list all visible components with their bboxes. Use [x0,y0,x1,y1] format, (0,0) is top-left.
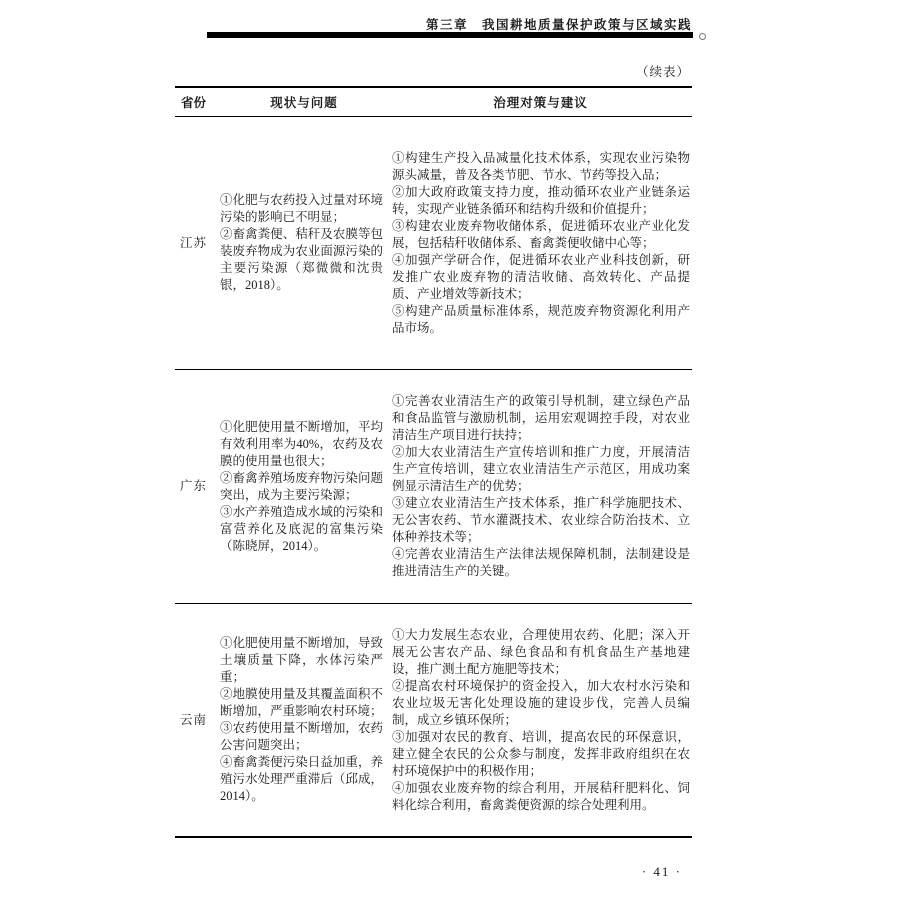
suggestion-item: ①完善农业清洁生产的政策引导机制，建立绿色产品和食品监管与激励机制，运用宏观调控手段，对农业清洁生产项目进行扶持； [392,394,690,442]
status-item: ④畜禽粪便污染日益加重，养殖污水处理严重滞后（邱成，2014）。 [220,755,383,803]
suggestion-item: ④完善农业清洁生产法律法规保障机制，法制建设是推进清洁生产的关键。 [392,547,690,578]
col-header-suggestions: 治理对策与建议 [493,96,588,110]
status-item: ③水产养殖造成水域的污染和富营养化及底泥的富集污染（陈晓屏，2014）。 [220,504,383,553]
suggestion-item: ④加强农业废弃物的综合利用，开展秸秆肥料化、饲料化综合利用，畜禽粪便资源的综合处理利用。 [392,780,690,812]
status-item: ③农药使用量不断增加，农药公害问题突出； [220,721,383,752]
continued-table-label: （续表） [635,65,690,79]
suggestion-item: ②加大政府政策支持力度，推动循环农业产业链条运转，实现产业链条循环和结构升级和价值提升； [392,184,690,216]
province-label: 广东 [180,479,208,493]
col-header-province: 省份 [181,96,207,110]
status-item: ①化肥使用量不断增加，平均有效利用率为40%，农药及农膜的使用量也很大； [220,419,383,468]
suggestion-item: ③加强对农民的教育、培训，提高农民的环保意识，建立健全农民的公众参与制度，发挥非政府组织在农村环境保护中的积极作用； [392,729,690,778]
suggestions-cell [389,370,692,603]
suggestion-item: ②提高农村环境保护的资金投入，加大农村水污染和农业垃圾无害化处理设施的建设步伐，完善人员编制，成立乡镇环保所； [392,678,690,727]
province-label: 江苏 [180,235,208,250]
status-cell [219,370,389,603]
suggestion-item: ⑤构建产品质量标准体系，规范废弃物资源化利用产品市场。 [392,303,690,335]
province-cell [175,117,219,369]
province-cell [175,370,219,603]
status-cell [219,604,389,836]
status-item: ②畜禽粪便、秸秆及农膜等包装废弃物成为农业面源污染的主要污染源（郑微微和沈贵银，2018）。 [220,227,383,292]
suggestion-item: ③建立农业清洁生产技术体系，推广科学施肥技术、无公害农药、节水灌溉技术、农业综合防治技术、立体种养技术等； [392,496,690,544]
status-item: ①化肥使用量不断增加，导致土壤质量下降，水体污染严重； [220,636,383,684]
suggestion-item: ①大力发展生态农业，合理使用农药、化肥；深入开展无公害农产品、绿色食品和有机食品生产基地建设，推广测土配方施肥等技术； [392,627,690,676]
col-header-status: 现状与问题 [270,96,338,110]
province-label: 云南 [180,712,208,727]
province-cell [175,604,219,836]
running-header: 第三章 我国耕地质量保护政策与区域实践 [425,18,692,32]
suggestion-item: ③构建农业废弃物收储体系，促进循环农业产业化发展，包括秸秆收储体系、畜禽粪便收储中心等； [392,218,690,250]
header-rule [207,32,693,38]
table-row [175,117,692,369]
policy-table [175,86,692,838]
status-item: ②地膜使用量及其覆盖面积不断增加，严重影响农村环境； [220,687,383,718]
suggestion-item: ①构建生产投入品减量化技术体系，实现农业污染物源头减量，普及各类节肥、节水、节药等投入品； [392,150,690,182]
table-header-row [175,88,692,117]
status-cell [219,117,389,369]
table-body [175,117,692,836]
suggestion-item: ②加大农业清洁生产宣传培训和推广力度，开展清洁生产宣传培训，建立农业清洁生产示范区，用成功案例显示清洁生产的优势； [392,445,690,493]
margin-circle-icon [699,33,706,40]
suggestions-cell [389,117,692,369]
table-row [175,369,692,603]
suggestion-item: ④加强产学研合作，促进循环农业产业科技创新，研发推广农业废弃物的清洁收储、高效转化、产品提质、产业增效等新技术； [392,252,690,301]
suggestions-cell [389,604,692,836]
page-number: · 41 · [641,864,682,879]
status-item: ①化肥与农药投入过量对环境污染的影响已不明显； [220,193,383,224]
table-row [175,603,692,836]
status-item: ②畜禽养殖场废弃物污染问题突出，成为主要污染源； [220,470,383,502]
